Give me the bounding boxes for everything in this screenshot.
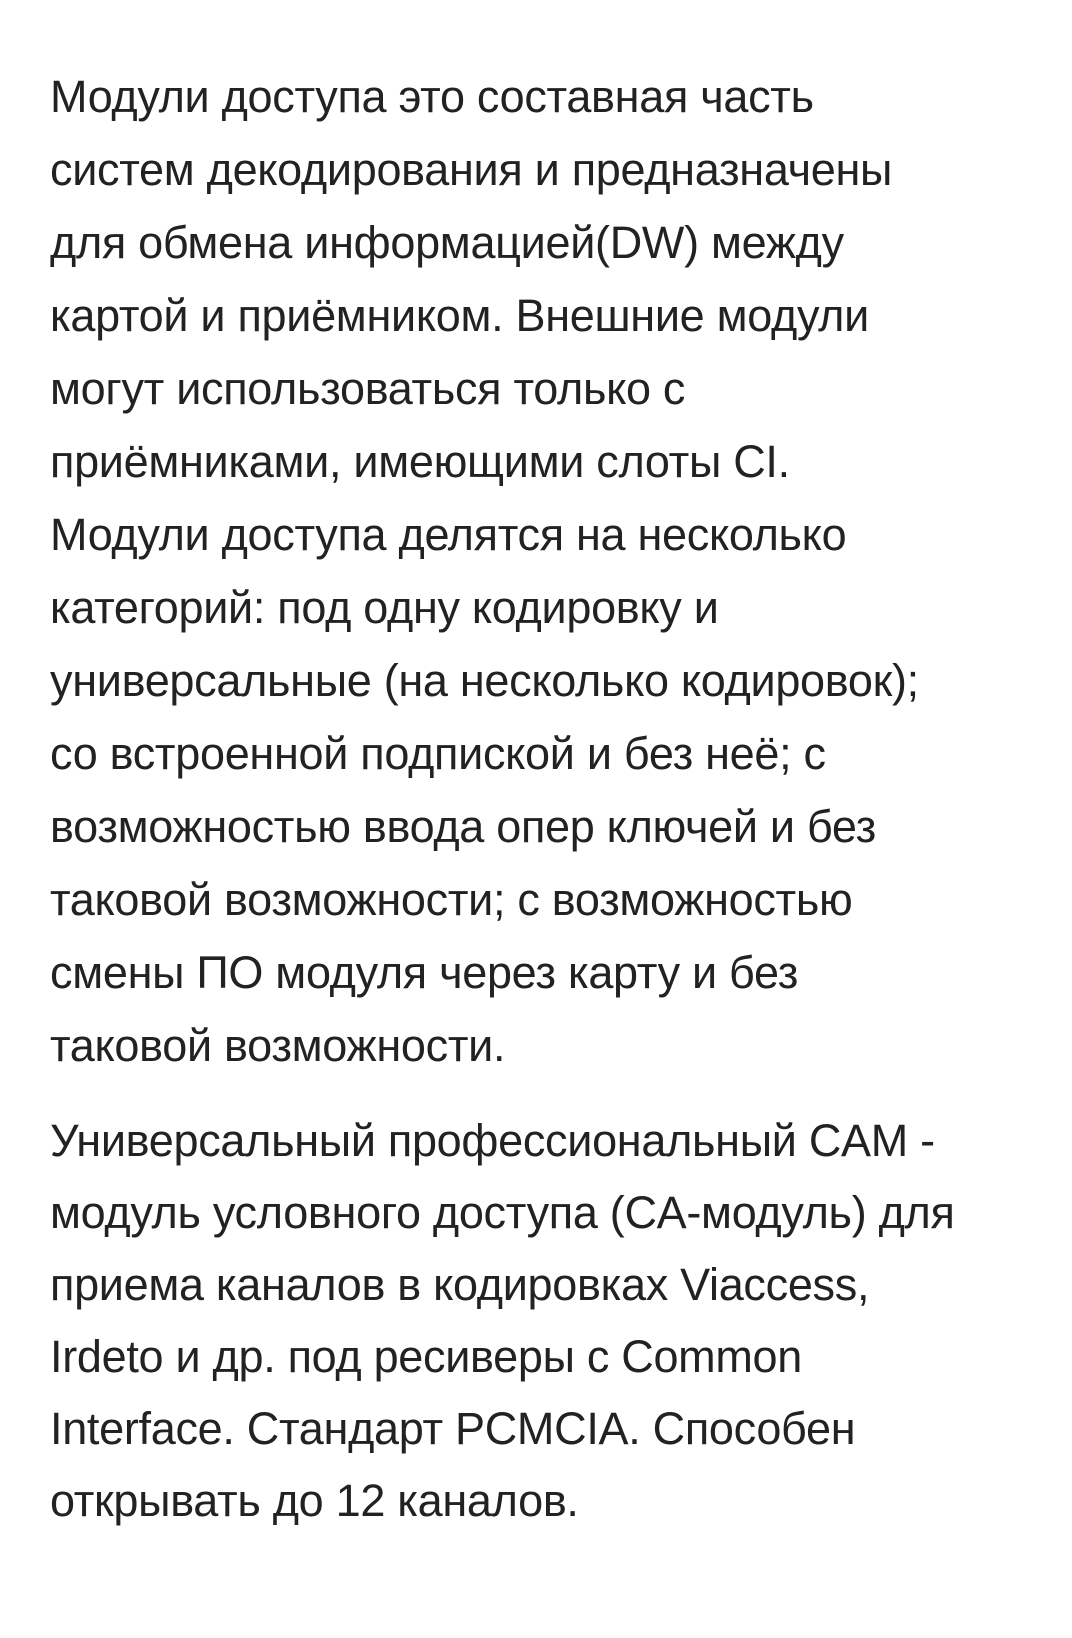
text-line: приема каналов в кодировках Viaccess,: [50, 1259, 870, 1310]
text-line: картой и приёмником. Внешние модули: [50, 290, 869, 341]
text-line: могут использоваться только с: [50, 363, 686, 414]
text-line: Модули доступа делятся на несколько: [50, 509, 847, 560]
text-line: для обмена информацией(DW) между: [50, 217, 844, 268]
text-line: приёмниками, имеющими слоты CI.: [50, 436, 790, 487]
text-line: Модули доступа это составная часть: [50, 71, 814, 122]
text-line: Irdeto и др. под ресиверы с Common: [50, 1331, 803, 1382]
text-line: категорий: под одну кодировку и: [50, 582, 719, 633]
text-line: Interface. Стандарт PCMCIA. Способен: [50, 1403, 856, 1454]
text-line: возможностью ввода опер ключей и без: [50, 801, 876, 852]
text-line: открывать до 12 каналов.: [50, 1475, 579, 1526]
text-line: Универсальный профессиональный CAM -: [50, 1115, 935, 1166]
text-line: универсальные (на несколько кодировок);: [50, 655, 919, 706]
paragraph-cam-overview: [50, 60, 919, 1082]
text-line: таковой возможности.: [50, 1020, 506, 1071]
text-line: систем декодирования и предназначены: [50, 144, 893, 195]
text-line: смены ПО модуля через карту и без: [50, 947, 799, 998]
paragraph-universal-cam: [50, 1105, 955, 1537]
text-line: со встроенной подпиской и без неё; с: [50, 728, 826, 779]
text-line: модуль условного доступа (CA-модуль) для: [50, 1187, 955, 1238]
text-line: таковой возможности; с возможностью: [50, 874, 853, 925]
